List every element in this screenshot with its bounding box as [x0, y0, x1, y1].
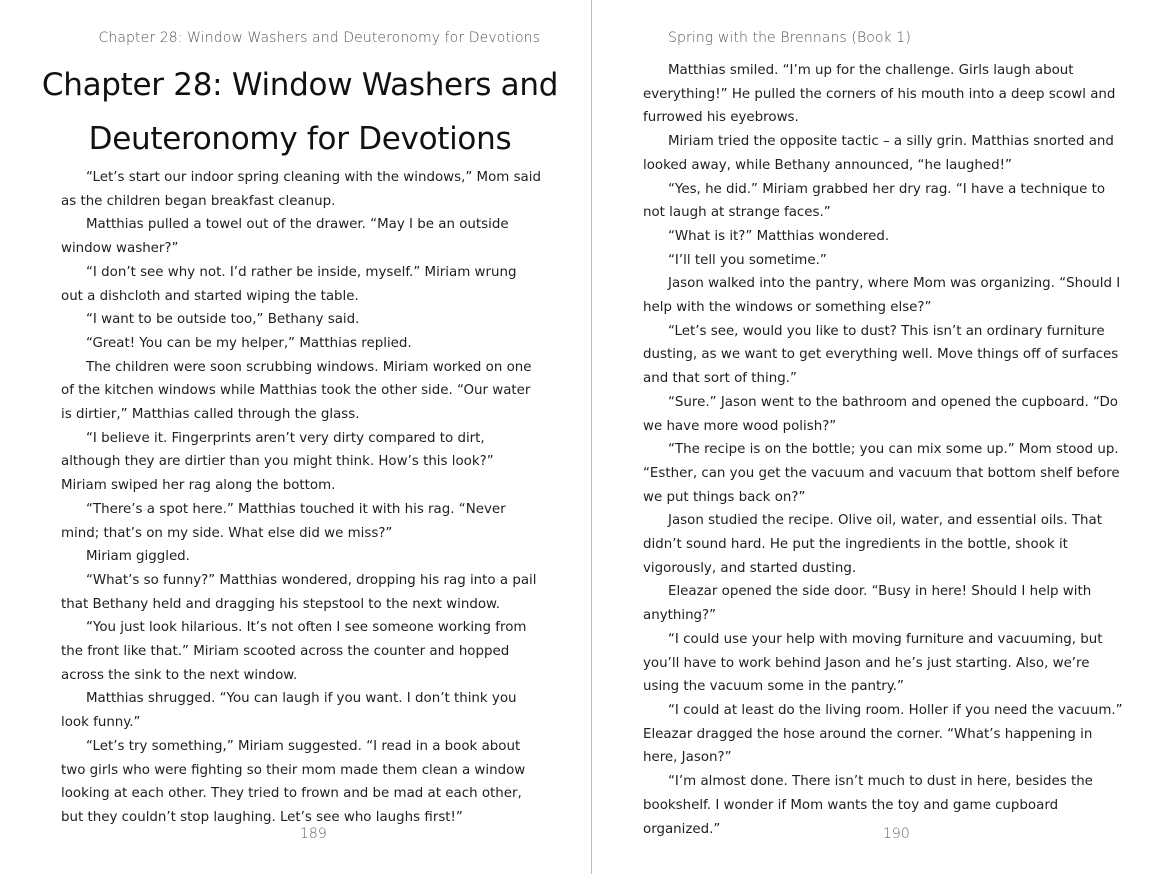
- chapter-title: [40, 58, 560, 166]
- paragraph: “The recipe is on the bottle; you can mix some up.” Mom stood up.: [668, 442, 1119, 458]
- paragraph: “Sure.” Jason went to the bathroom and opened the cupboard. “Do we have more wood polish?”: [643, 394, 1118, 434]
- paragraph: Jason walked into the pantry, where Mom was organizing. “Should I help with the windows or something else?”: [643, 276, 1121, 316]
- paragraph: Eleazar opened the side door. “Busy in here! Should I help with anything?”: [643, 584, 1092, 624]
- paragraph: “I believe it. Fingerprints aren’t very dirty compared to dirt, although they are dirtier than you might think. How’s this look?” Miriam swiped her rag along the bottom.: [61, 430, 494, 494]
- running-head-right: Spring with the Brennans (Book 1): [668, 30, 911, 46]
- paragraph: “Let’s see, would you like to dust? This isn’t an ordinary furniture dusting, as we want to get everything well. Move things off of surfaces and that sort of thing.”: [643, 323, 1119, 387]
- paragraph: “Yes, he did.” Miriam grabbed her dry rag. “I have a technique to not laugh at strange faces.”: [643, 181, 1106, 221]
- paragraph: “I don’t see why not. I’d rather be inside, myself.” Miriam wrung out a dishcloth and started wiping the table.: [61, 264, 517, 304]
- chapter-title-line-1: Chapter 28: Window Washers and: [41, 67, 559, 103]
- chapter-title-line-2: Deuteronomy for Devotions: [88, 121, 512, 157]
- paragraph: “Let’s start our indoor spring cleaning with the windows,” Mom said as the children began breakfast cleanup.: [61, 170, 541, 209]
- paragraph: “Esther, can you get the vacuum and vacuum that bottom shelf before we put things back on?”: [643, 465, 1120, 505]
- paragraph: Jason studied the recipe. Olive oil, water, and essential oils. That didn’t sound hard. He put the ingredients in the bottle, shook it vigorously, and started dusting.: [643, 513, 1102, 576]
- paragraph: “You just look hilarious. It’s not often I see someone working from the front like that.” Miriam scooted across the counter and hopped across the sink to the next window.: [61, 620, 527, 683]
- paragraph: “I’ll tell you sometime.”: [668, 252, 827, 268]
- paragraph: Miriam tried the opposite tactic – a silly grin. Matthias snorted and looked away, while Bethany announced, “he laughed!”: [643, 134, 1114, 173]
- paragraph: “I want to be outside too,” Bethany said.: [86, 312, 360, 328]
- paragraph: “I’m almost done. There isn’t much to dust in here, besides the bookshelf. I wonder if Mom wants the toy and game cupboard organized.”: [643, 774, 1093, 837]
- paragraph: “There’s a spot here.” Matthias touched it with his rag. “Never mind; that’s on my side. What else did we miss?”: [61, 501, 506, 541]
- paragraph: The children were soon scrubbing windows. Miriam worked on one of the kitchen windows while Matthias took the other side. “Our water is dirtier,” Matthias called through the glass.: [61, 359, 532, 423]
- running-head-left: Chapter 28: Window Washers and Deuteronomy for Devotions: [98, 30, 540, 46]
- paragraph: “Let’s try something,” Miriam suggested. “I read in a book about two girls who were fighting so their mom made them clean a window looking at each other. They tried to frown and be mad at each other, but they couldn’t stop laughing. Let’s see who laughs first!”: [61, 738, 526, 825]
- paragraph: Matthias pulled a towel out of the drawer. “May I be an outside window washer?”: [61, 217, 509, 257]
- right-page: [592, 0, 1164, 874]
- page-number-right: 190: [883, 826, 910, 842]
- paragraph: “Great! You can be my helper,” Matthias replied.: [86, 335, 412, 351]
- paragraph: “What’s so funny?” Matthias wondered, dropping his rag into a pail that Bethany held and dragging his stepstool to the next window.: [61, 572, 537, 612]
- paragraph: Matthias shrugged. “You can laugh if you want. I don’t think you look funny.”: [61, 691, 517, 731]
- paragraph: “I could at least do the living room. Holler if you need the vacuum.” Eleazar dragged the hose around the corner. “What’s happening in here, Jason?”: [643, 702, 1123, 766]
- paragraph: “I could use your help with moving furniture and vacuuming, but you’ll have to work behind Jason and he’s just starting. Also, we’re using the vacuum some in the pantry.”: [643, 631, 1103, 695]
- paragraph: Matthias smiled. “I’m up for the challenge. Girls laugh about everything!” He pulled the corners of his mouth into a deep scowl and furrowed his eyebrows.: [643, 63, 1116, 126]
- left-page-body: [61, 166, 541, 830]
- right-page-body: [643, 59, 1125, 841]
- page-number-left: 189: [300, 826, 327, 842]
- paragraph: “What is it?” Matthias wondered.: [668, 228, 890, 244]
- paragraph: Miriam giggled.: [86, 549, 190, 565]
